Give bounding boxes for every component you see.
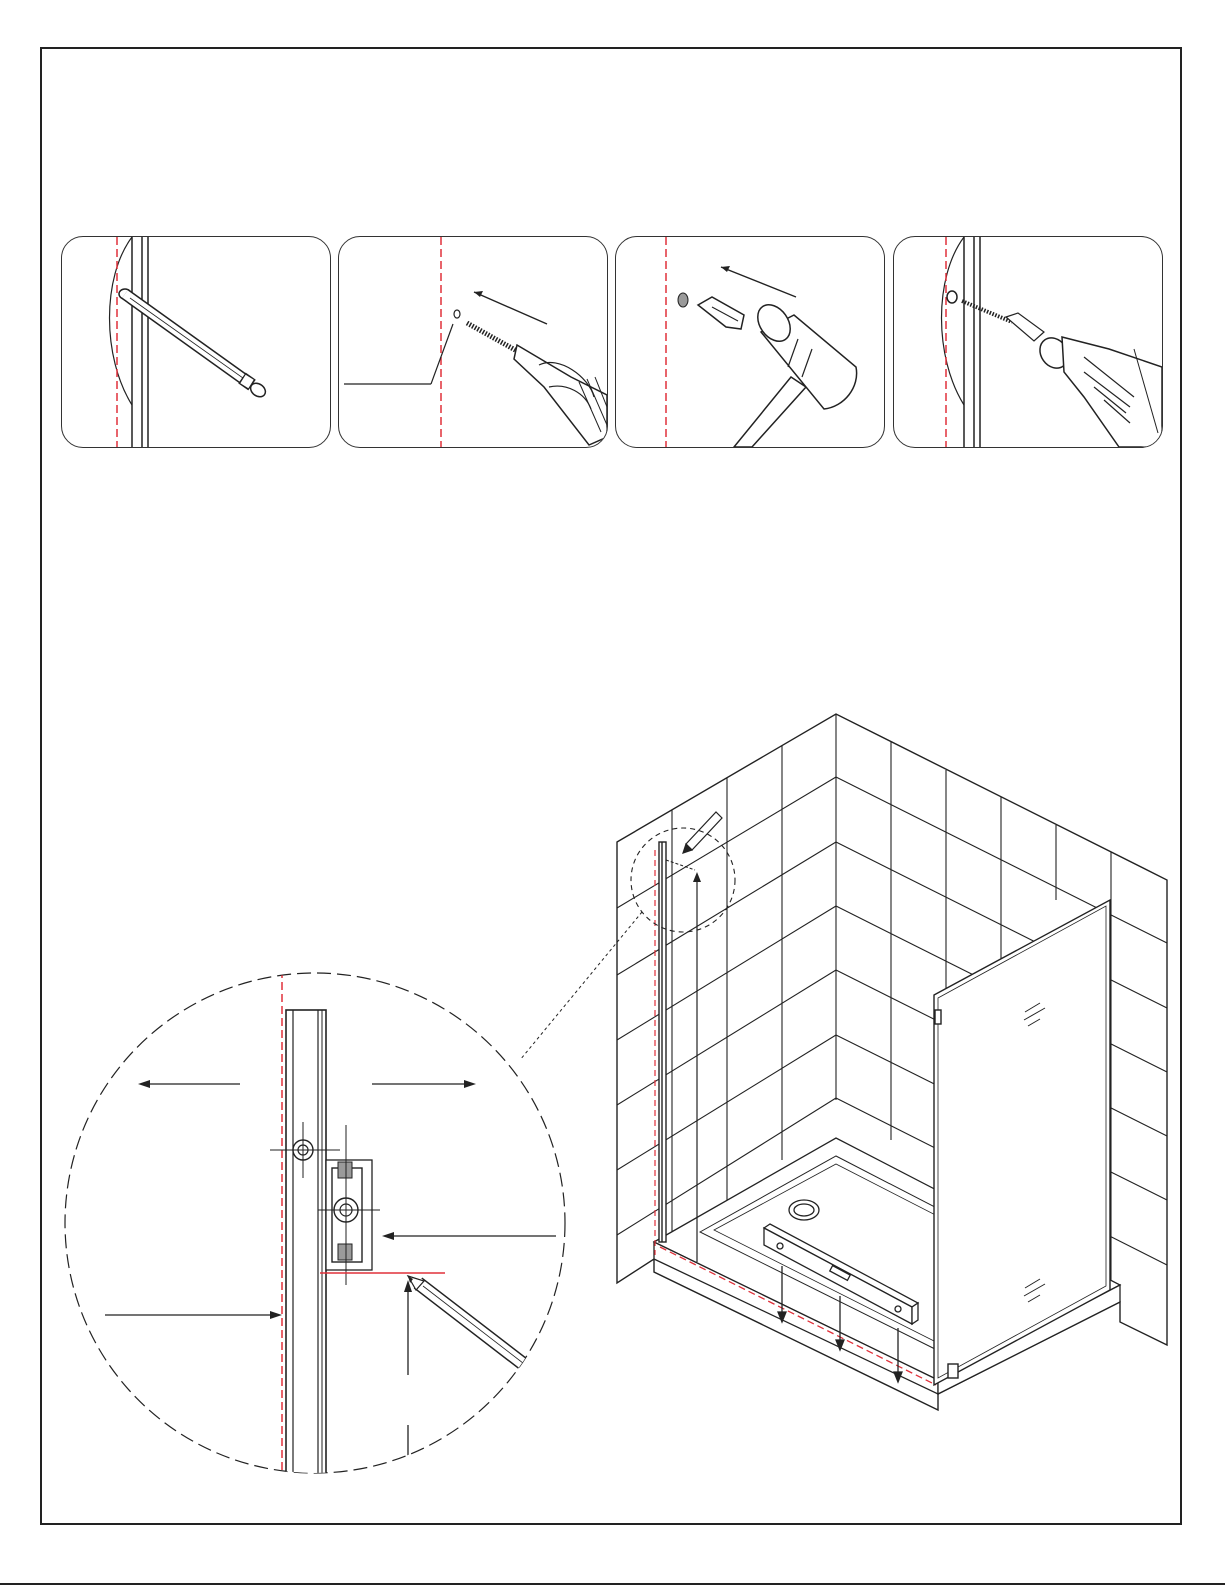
wall-profile-icon: [659, 842, 666, 1242]
magnifier-circle-icon: [65, 970, 565, 1480]
